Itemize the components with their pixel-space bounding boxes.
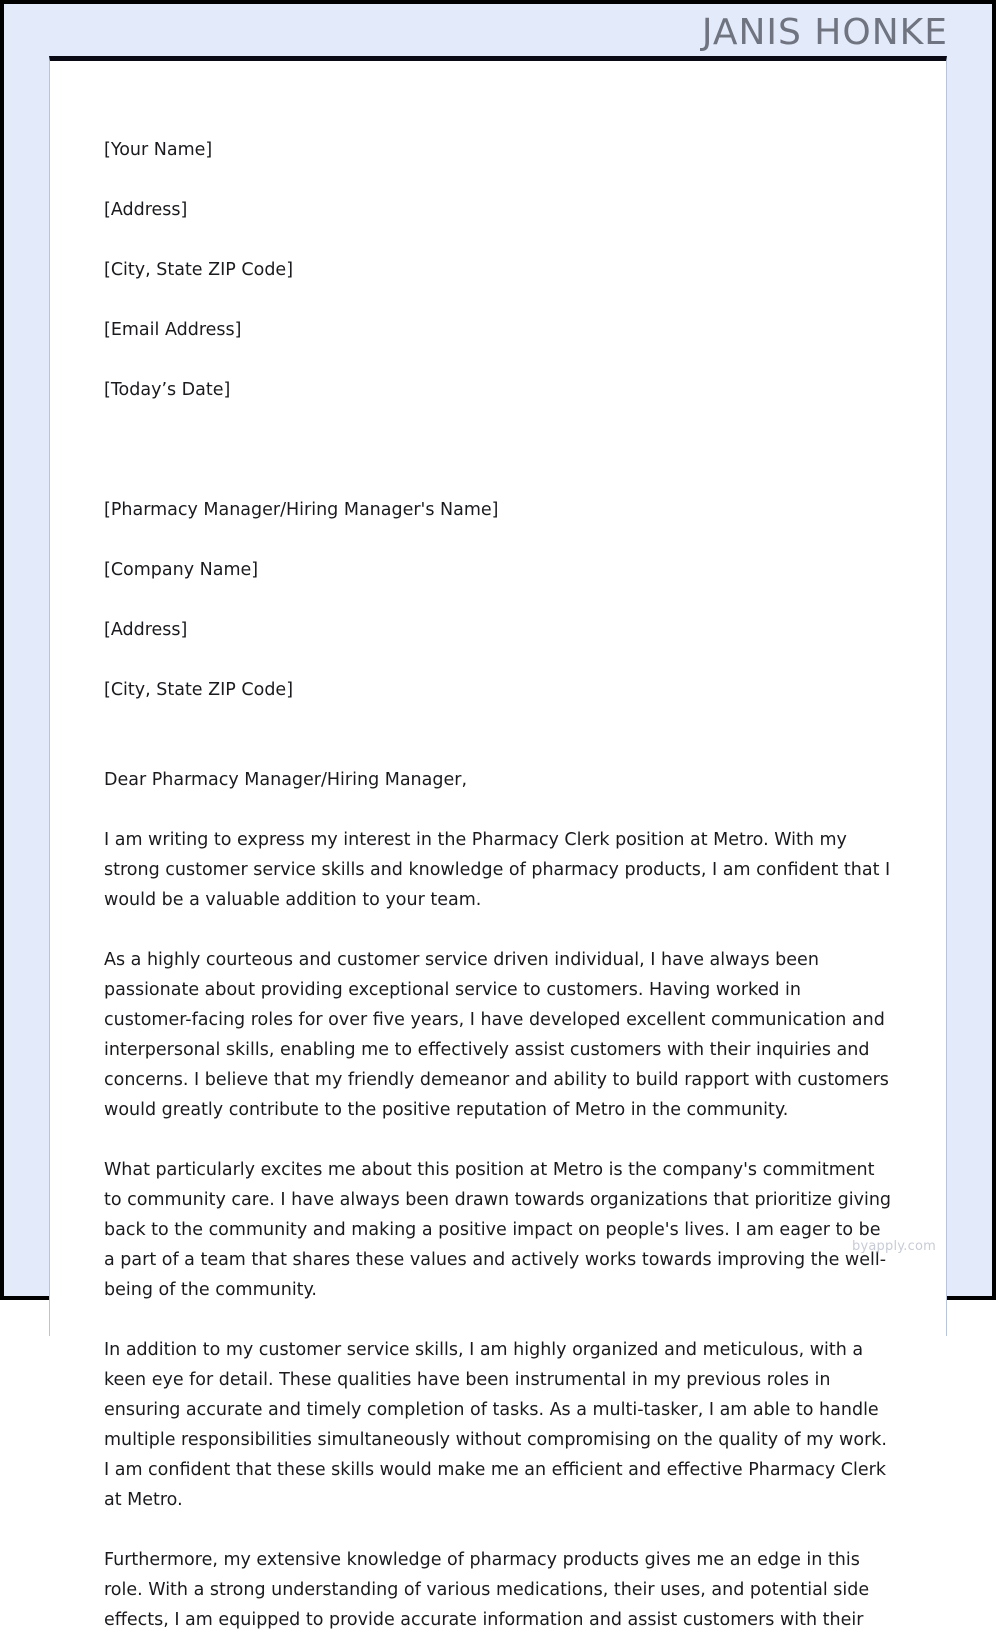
cover-letter-sheet [49, 56, 947, 1630]
page-title: JANIS HONKE [701, 12, 948, 53]
recipient-address-block [104, 465, 892, 735]
sender-line: [Email Address] [104, 320, 242, 340]
sender-line: [City, State ZIP Code] [104, 260, 294, 280]
recipient-line: [Pharmacy Manager/Hiring Manager's Name] [104, 500, 499, 520]
sender-line: [Today’s Date] [104, 380, 231, 400]
watermark: byapply.com [852, 1239, 936, 1254]
letter-paragraph: As a highly courteous and customer service driven individual, I have always been passionate about providing exceptional service to customers. Having worked in customer-facing roles for over five years, I have developed excellent communication and interpersonal skills, enabling me to effectively assist customers with their inquiries and concerns. I believe that my friendly demeanor and ability to build rapport with customers would greatly contribute to the positive reputation of Metro in the community. [104, 950, 889, 1120]
recipient-line: [Company Name] [104, 560, 259, 580]
sender-address-block [104, 105, 892, 435]
cover-letter-body [104, 105, 892, 1635]
document-header [4, 4, 992, 56]
letter-paragraph: What particularly excites me about this position at Metro is the company's commitment to community care. I have always been drawn towards organizations that prioritize giving back to the community and making a positive impact on people's lives. I am eager to be a part of a team that shares these values and actively works towards improving the well-being of the community. [104, 1160, 892, 1300]
sender-line: [Your Name] [104, 140, 213, 160]
salutation: Dear Pharmacy Manager/Hiring Manager, [104, 770, 468, 790]
recipient-line: [City, State ZIP Code] [104, 680, 294, 700]
letter-paragraph: Furthermore, my extensive knowledge of pharmacy products gives me an edge in this role. With a strong understanding of various medications, their uses, and potential side effects, I am equipped to provide accurate information and assist customers with their [104, 1550, 870, 1630]
letter-paragraph: I am writing to express my interest in the Pharmacy Clerk position at Metro. With my strong customer service skills and knowledge of pharmacy products, I am confident that I would be a valuable addition to your team. [104, 830, 891, 910]
sender-line: [Address] [104, 200, 188, 220]
letter-paragraph: In addition to my customer service skills, I am highly organized and meticulous, with a keen eye for detail. These qualities have been instrumental in my previous roles in ensuring accurate and timely completion of tasks. As a multi-tasker, I am able to handle multiple responsibilities simultaneously without compromising on the quality of my work. I am confident that these skills would make me an efficient and effective Pharmacy Clerk at Metro. [104, 1340, 887, 1510]
recipient-line: [Address] [104, 620, 188, 640]
